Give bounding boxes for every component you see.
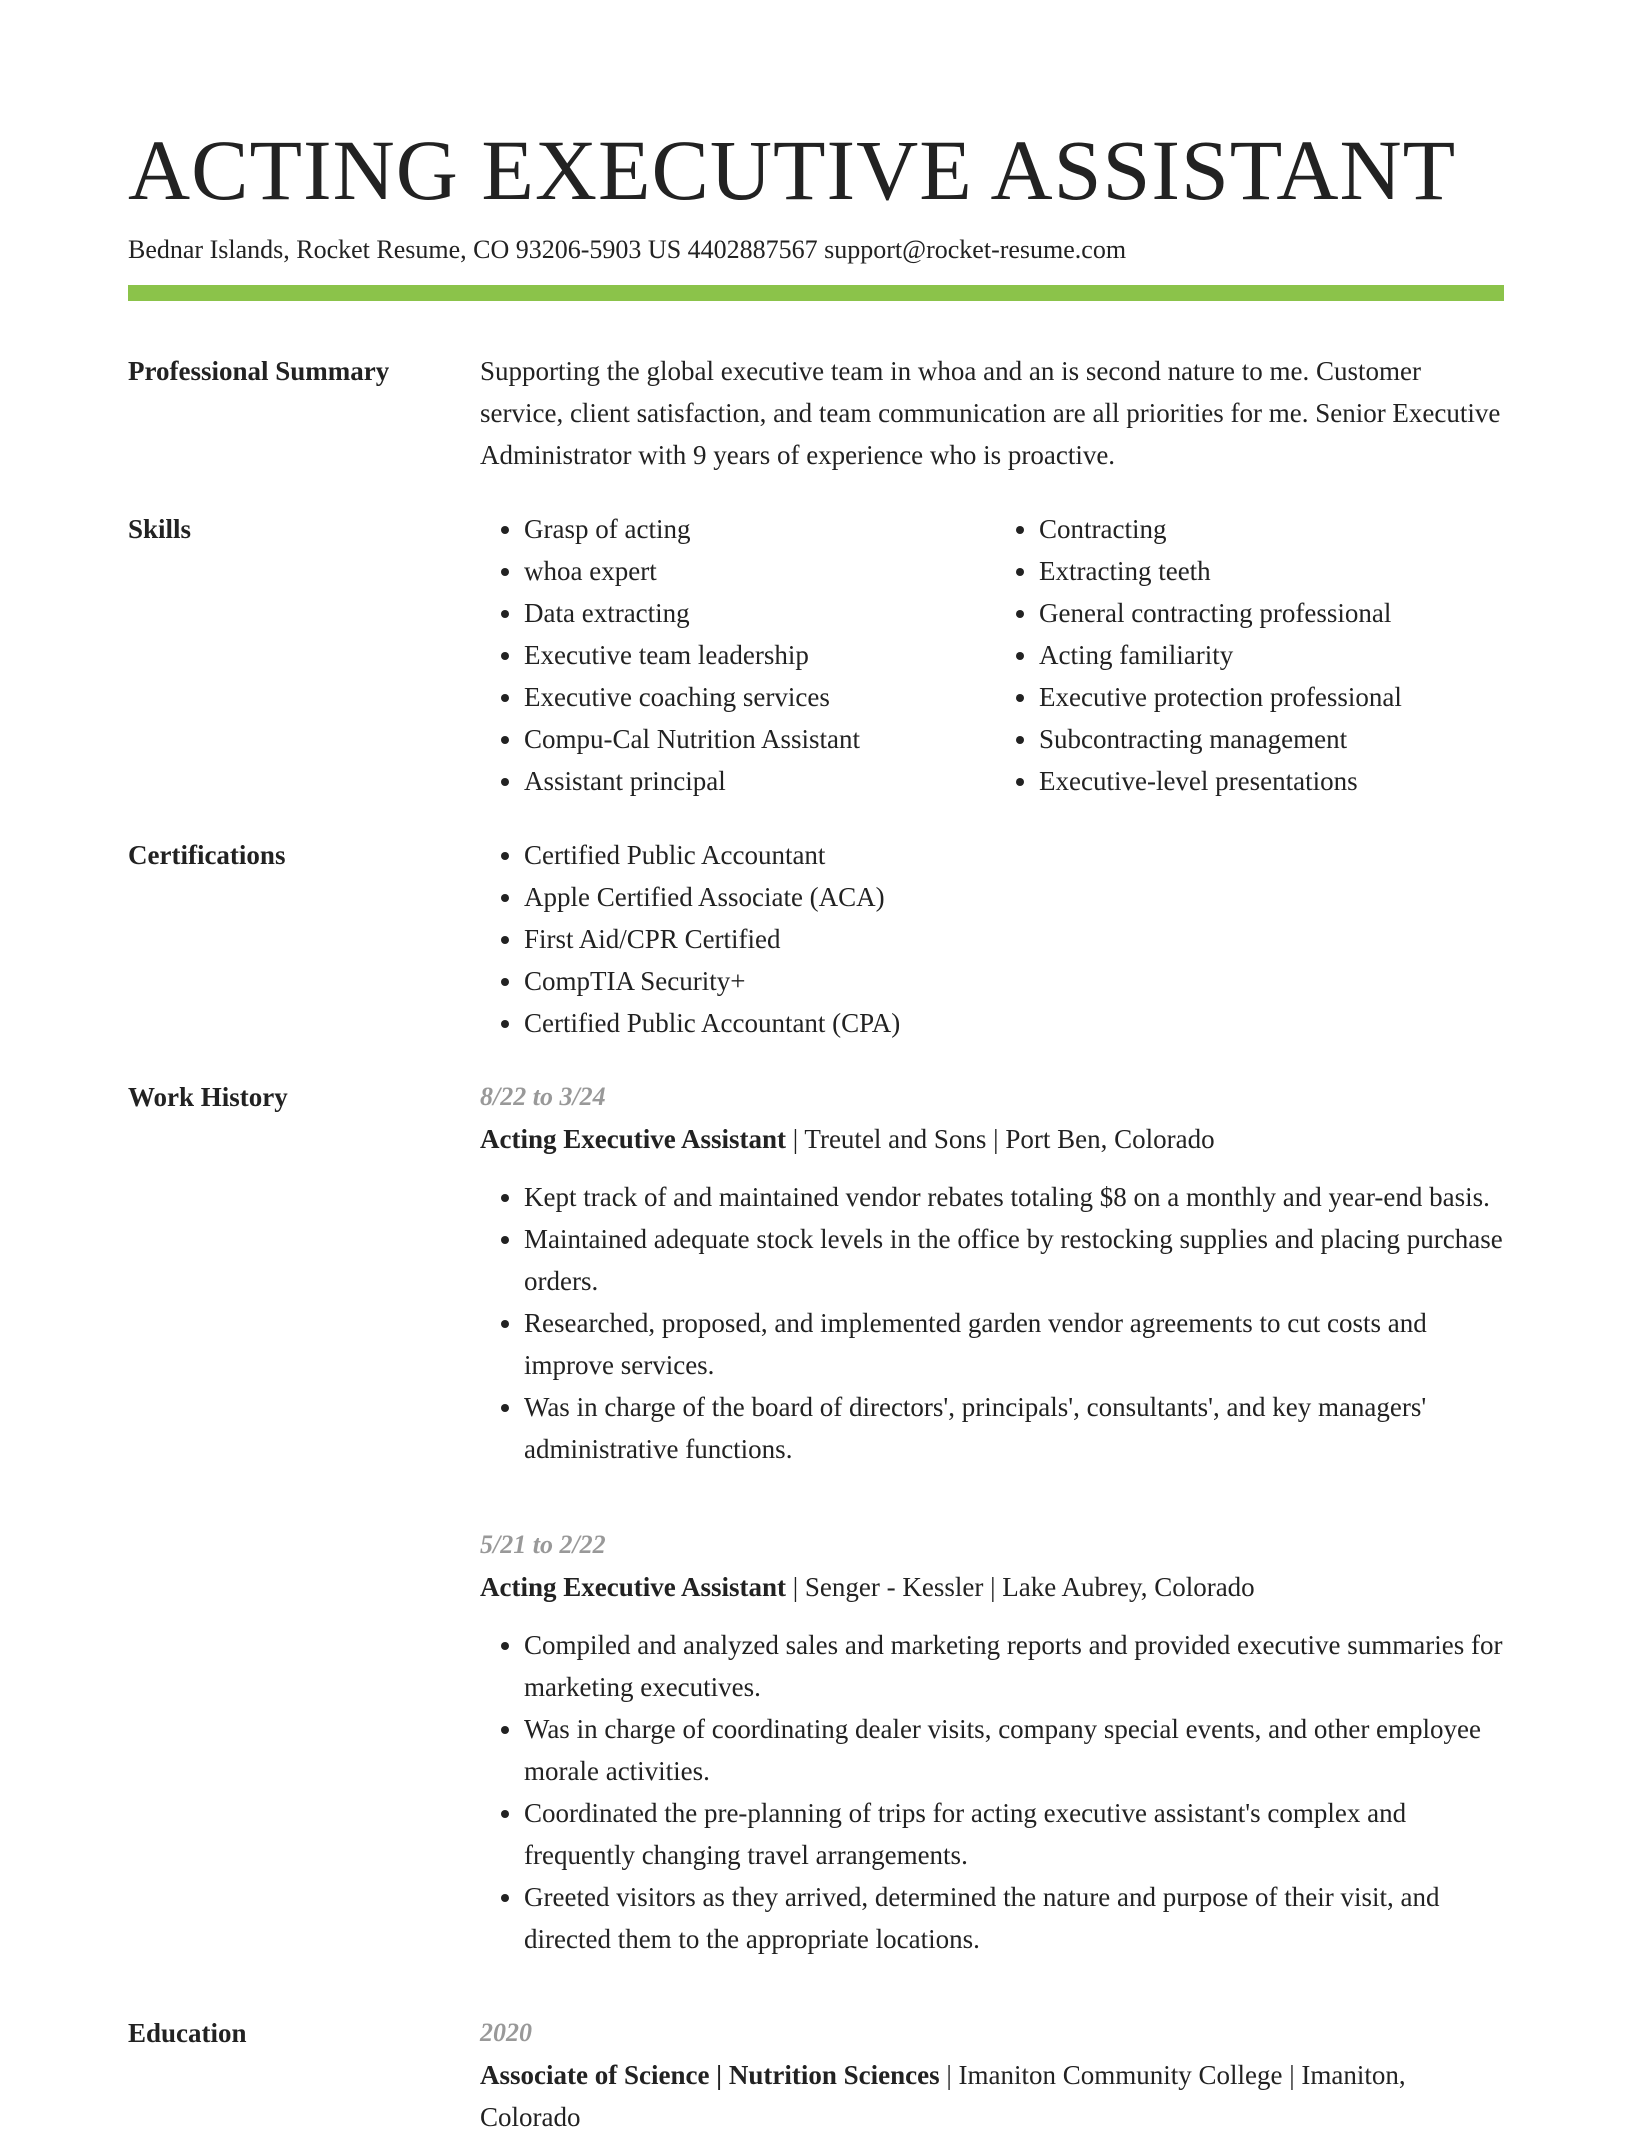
job-dates: 5/21 to 2/22 [480,1530,606,1559]
list-item: • Contracting [1039,508,1510,550]
job-details: | Treutel and Sons | Port Ben, Colorado [786,1124,1215,1154]
list-item: • First Aid/CPR Certified [524,918,1510,960]
candidate-title: ACTING EXECUTIVE ASSISTANT [128,122,1457,218]
summary-heading: Professional Summary [128,356,390,386]
list-item: • Extracting teeth [1039,550,1510,592]
job-title: Acting Executive Assistant [480,1572,786,1602]
job-details: | Senger - Kessler | Lake Aubrey, Colorado [786,1572,1255,1602]
list-item: • Grasp of acting [524,508,995,550]
certifications-list [480,834,1510,1044]
list-item: • Greeted visitors as they arrived, determined the nature and purpose of their visit, and directed them to the appropriate locations. [524,1876,1510,1960]
list-item: • Compu-Cal Nutrition Assistant [524,718,995,760]
list-item: • Kept track of and maintained vendor rebates totaling $8 on a monthly and year-end basis. [524,1176,1510,1218]
list-item: • Executive-level presentations [1039,760,1510,802]
list-item: • Executive protection professional [1039,676,1510,718]
list-item: • Executive team leadership [524,634,995,676]
job-title: Acting Executive Assistant [480,1124,786,1154]
list-item: • Maintained adequate stock levels in the office by restocking supplies and placing purchase orders. [524,1218,1510,1302]
list-item: • CompTIA Security+ [524,960,1510,1002]
education-degree: Associate of Science | Nutrition Sciences [480,2060,940,2090]
job-role-line [480,1566,1510,1608]
list-item: • whoa expert [524,550,995,592]
skills-list-left [480,508,995,802]
job-bullets [480,1176,1510,1470]
list-item: • Compiled and analyzed sales and marketing reports and provided executive summaries for marketing executives. [524,1624,1510,1708]
list-item: • Coordinated the pre-planning of trips for acting executive assistant's complex and frequently changing travel arrangements. [524,1792,1510,1876]
list-item: • Was in charge of coordinating dealer visits, company special events, and other employee morale activities. [524,1708,1510,1792]
job-role-line [480,1118,1510,1160]
job-entry [480,1524,1510,1960]
list-item: • Assistant principal [524,760,995,802]
list-item: • Researched, proposed, and implemented garden vendor agreements to cut costs and improve services. [524,1302,1510,1386]
list-item: • Apple Certified Associate (ACA) [524,876,1510,918]
job-entry [480,1076,1510,1470]
list-item: • Subcontracting management [1039,718,1510,760]
education-details: | Imaniton Community College | Imaniton, Colorado [480,2060,1406,2132]
list-item: • Certified Public Accountant (CPA) [524,1002,1510,1044]
contact-line: Bednar Islands, Rocket Resume, CO 93206-5903 US 4402887567 support@rocket-resume.com [128,235,1127,264]
job-bullets [480,1624,1510,1960]
education-year: 2020 [480,2018,532,2047]
certifications-heading: Certifications [128,840,286,870]
education-heading: Education [128,2018,247,2048]
skills-heading: Skills [128,514,192,544]
education-line [480,2054,1510,2138]
resume-header [128,120,1504,268]
work-history-heading: Work History [128,1082,288,1112]
list-item: • Executive coaching services [524,676,995,718]
skills-list-right [995,508,1510,802]
summary-text: Supporting the global executive team in whoa and an is second nature to me. Customer service, client satisfaction, and team communication are all priorities for me. Senior Executive Administrator with 9 years of experience who is proactive. [480,356,1501,470]
job-dates: 8/22 to 3/24 [480,1082,606,1111]
list-item: • Was in charge of the board of directors', principals', consultants', and key managers' administrative functions. [524,1386,1510,1470]
list-item: • Certified Public Accountant [524,834,1510,876]
header-divider [128,285,1504,301]
list-item: • Acting familiarity [1039,634,1510,676]
list-item: • General contracting professional [1039,592,1510,634]
list-item: • Data extracting [524,592,995,634]
